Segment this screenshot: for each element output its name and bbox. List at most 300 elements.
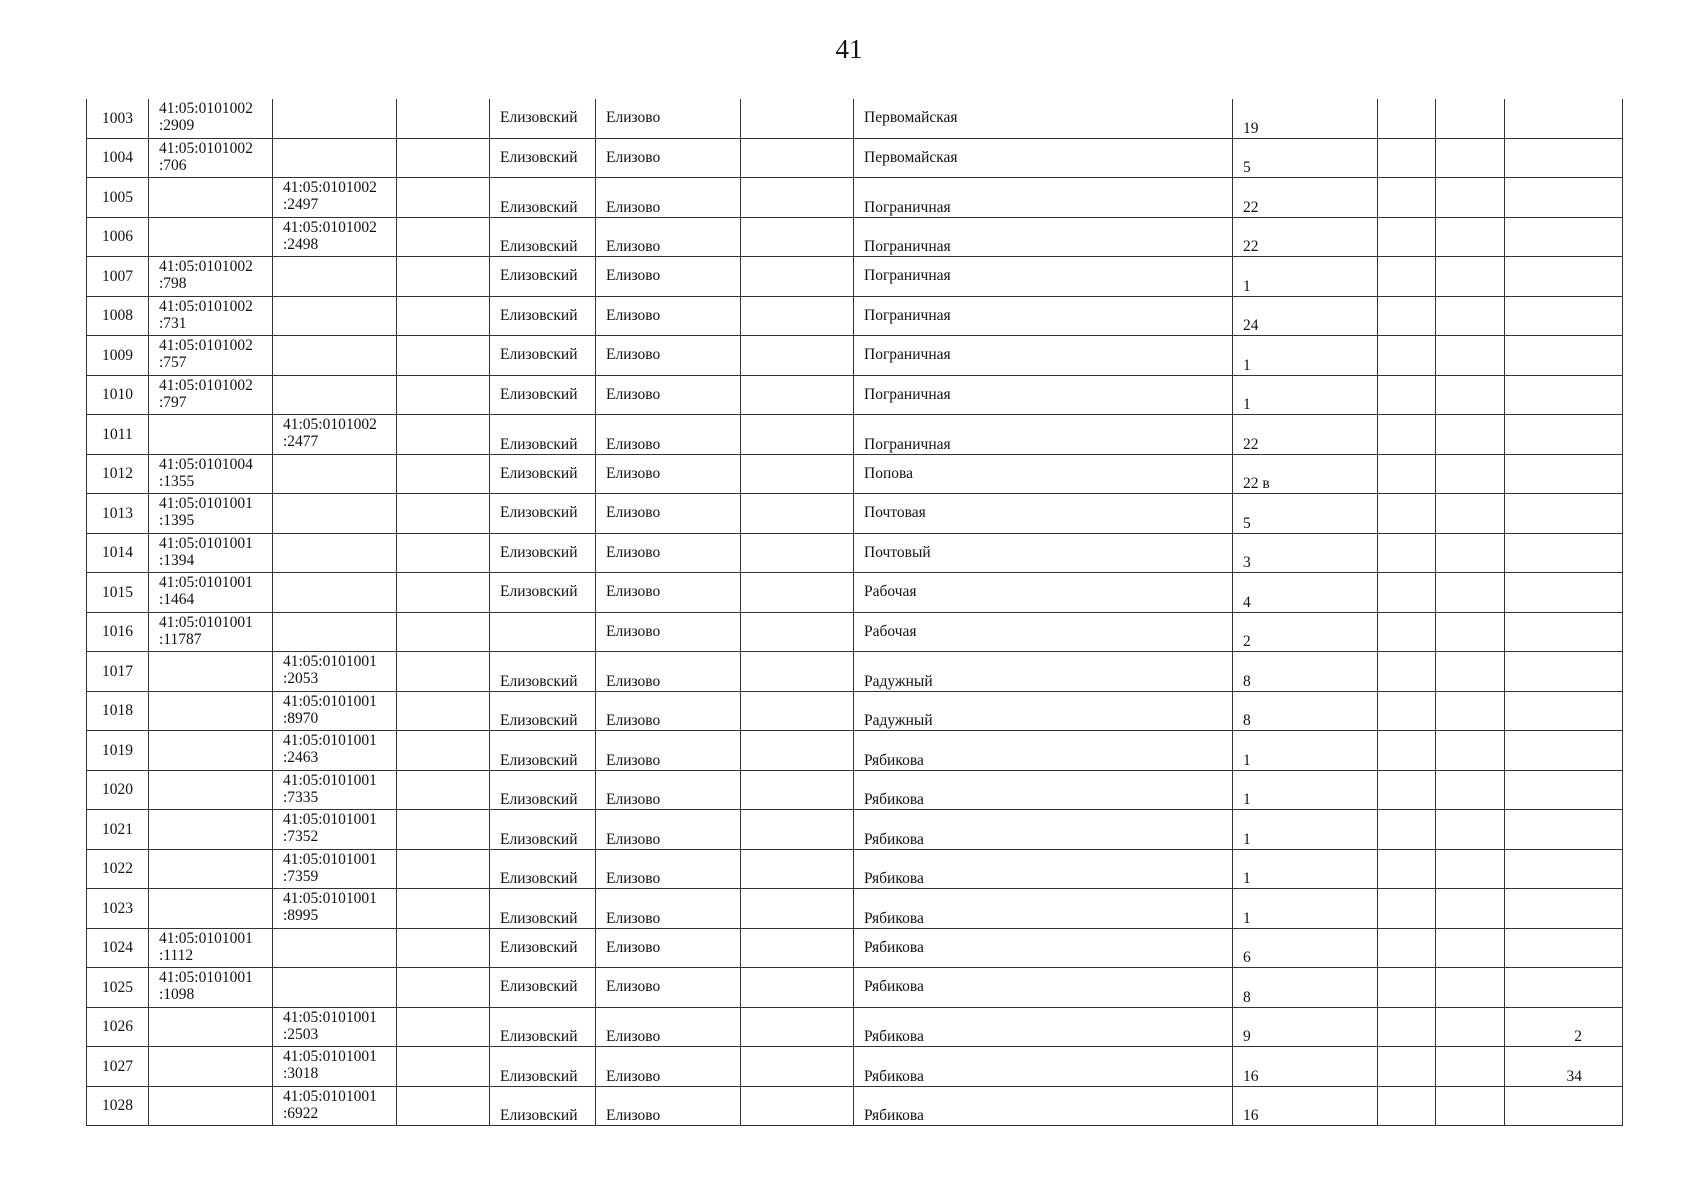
cadastral-number-part: 41:05:0101001 (283, 653, 377, 670)
building-cadastral-number-cell (273, 573, 397, 613)
empty-cell (1378, 770, 1436, 810)
cadastral-number-part: :8995 (283, 907, 319, 924)
street-cell: Почтовая (854, 494, 1233, 534)
cadastral-number-part: :2909 (159, 117, 195, 134)
building-cadastral-number-cell (273, 652, 397, 692)
empty-cell (1436, 573, 1505, 613)
empty-cell (741, 375, 854, 415)
cadastral-number-part: 41:05:0101002 (159, 376, 253, 394)
empty-cell (1378, 99, 1436, 138)
cadastral-number-cell (149, 257, 273, 297)
empty-cell (1378, 612, 1436, 652)
house-number-cell: 24 (1233, 296, 1378, 336)
cadastral-number-cell (149, 533, 273, 573)
empty-cell (397, 336, 490, 376)
cadastral-number-part: 41:05:0101002 (283, 416, 377, 433)
cadastral-number-part: :797 (159, 393, 187, 411)
city-cell: Елизово (596, 494, 741, 534)
cadastral-number-part: :1098 (159, 986, 195, 1003)
house-number-cell: 9 (1233, 1007, 1378, 1047)
empty-cell (1378, 296, 1436, 336)
building-cadastral-number-cell (273, 494, 397, 534)
city-cell: Елизово (596, 731, 741, 771)
cadastral-number-part: 41:05:0101002 (159, 258, 253, 275)
city-cell: Елизово (596, 928, 741, 968)
street-cell: Пограничная (854, 217, 1233, 257)
city-cell: Елизово (596, 336, 741, 376)
table-row (87, 573, 1623, 613)
table-row (87, 849, 1623, 889)
empty-cell (397, 1007, 490, 1047)
row-number-cell: 1016 (87, 612, 149, 652)
row-number-cell: 1020 (87, 770, 149, 810)
empty-cell (397, 770, 490, 810)
cadastral-number-cell (149, 928, 273, 968)
cadastral-number-part: :6922 (283, 1104, 319, 1122)
house-number-cell: 4 (1233, 573, 1378, 613)
building-cadastral-number-cell (273, 968, 397, 1008)
district-cell: Елизовский (490, 968, 596, 1008)
cadastral-number-cell (149, 652, 273, 692)
cadastral-number-cell (149, 849, 273, 889)
district-cell: Елизовский (490, 99, 596, 138)
empty-cell (1378, 454, 1436, 494)
house-number-cell: 1 (1233, 375, 1378, 415)
empty-cell (1436, 810, 1505, 850)
cadastral-number-part: :2503 (283, 1025, 319, 1043)
row-number-cell: 1005 (87, 178, 149, 218)
district-cell: Елизовский (490, 454, 596, 494)
building-cadastral-number-cell (273, 138, 397, 178)
cadastral-number-part: :2053 (283, 670, 319, 687)
empty-cell (1436, 612, 1505, 652)
building-cadastral-number-cell (273, 415, 397, 455)
table-row (87, 612, 1623, 652)
empty-cell (1378, 1086, 1436, 1126)
empty-cell (741, 968, 854, 1008)
table-row (87, 1007, 1623, 1047)
empty-cell (1378, 217, 1436, 257)
empty-cell (397, 652, 490, 692)
empty-cell (397, 217, 490, 257)
city-cell: Елизово (596, 178, 741, 218)
street-cell: Рабочая (854, 612, 1233, 652)
table-row (87, 1047, 1623, 1087)
table-row (87, 1086, 1623, 1126)
house-number-cell: 8 (1233, 691, 1378, 731)
row-number-cell: 1021 (87, 810, 149, 850)
apartment-number-cell: 34 (1505, 1047, 1623, 1087)
district-cell: Елизовский (490, 849, 596, 889)
table-row (87, 454, 1623, 494)
empty-cell (1436, 375, 1505, 415)
row-number-cell: 1014 (87, 533, 149, 573)
table-row (87, 810, 1623, 850)
city-cell: Елизово (596, 810, 741, 850)
empty-cell (741, 533, 854, 573)
address-registry-table (86, 99, 1623, 1126)
empty-cell (1436, 454, 1505, 494)
cadastral-number-part: :2477 (283, 433, 319, 450)
empty-cell (397, 612, 490, 652)
row-number-cell: 1012 (87, 454, 149, 494)
district-cell: Елизовский (490, 691, 596, 731)
apartment-number-cell (1505, 99, 1623, 138)
empty-cell (397, 533, 490, 573)
district-cell: Елизовский (490, 296, 596, 336)
empty-cell (741, 415, 854, 455)
cadastral-number-part: :757 (159, 354, 187, 371)
cadastral-number-cell (149, 770, 273, 810)
city-cell: Елизово (596, 968, 741, 1008)
cadastral-number-part: :1395 (159, 512, 195, 529)
empty-cell (1436, 257, 1505, 297)
cadastral-number-cell (149, 454, 273, 494)
cadastral-number-part: :1394 (159, 551, 195, 569)
district-cell: Елизовский (490, 375, 596, 415)
house-number-cell: 22 (1233, 217, 1378, 257)
street-cell: Пограничная (854, 257, 1233, 297)
row-number-cell: 1003 (87, 99, 149, 138)
district-cell: Елизовский (490, 731, 596, 771)
city-cell: Елизово (596, 454, 741, 494)
cadastral-number-part: 41:05:0101001 (159, 574, 253, 591)
house-number-cell: 3 (1233, 533, 1378, 573)
house-number-cell: 22 (1233, 178, 1378, 218)
row-number-cell: 1011 (87, 415, 149, 455)
street-cell: Рябикова (854, 1086, 1233, 1126)
empty-cell (1378, 375, 1436, 415)
empty-cell (1378, 178, 1436, 218)
cadastral-number-cell (149, 217, 273, 257)
empty-cell (1436, 770, 1505, 810)
cadastral-number-cell (149, 573, 273, 613)
empty-cell (397, 1047, 490, 1087)
street-cell: Рябикова (854, 889, 1233, 929)
apartment-number-cell: 2 (1505, 1007, 1623, 1047)
empty-cell (1436, 652, 1505, 692)
empty-cell (1436, 296, 1505, 336)
cadastral-number-cell (149, 810, 273, 850)
cadastral-number-part: 41:05:0101001 (283, 1008, 377, 1026)
city-cell: Елизово (596, 533, 741, 573)
apartment-number-cell (1505, 257, 1623, 297)
house-number-cell: 8 (1233, 652, 1378, 692)
street-cell: Пограничная (854, 375, 1233, 415)
empty-cell (1378, 494, 1436, 534)
street-cell: Рябикова (854, 1047, 1233, 1087)
house-number-cell: 1 (1233, 849, 1378, 889)
empty-cell (741, 336, 854, 376)
cadastral-number-cell (149, 731, 273, 771)
cadastral-number-part: 41:05:0101002 (283, 218, 377, 236)
row-number-cell: 1019 (87, 731, 149, 771)
cadastral-number-part: :2498 (283, 235, 319, 253)
cadastral-number-part: 41:05:0101001 (283, 771, 377, 789)
empty-cell (741, 1047, 854, 1087)
street-cell: Пограничная (854, 178, 1233, 218)
table-row (87, 770, 1623, 810)
city-cell: Елизово (596, 652, 741, 692)
row-number-cell: 1017 (87, 652, 149, 692)
cadastral-number-part: 41:05:0101001 (283, 811, 377, 828)
empty-cell (741, 1007, 854, 1047)
empty-cell (1436, 217, 1505, 257)
empty-cell (1436, 415, 1505, 455)
empty-cell (397, 889, 490, 929)
district-cell: Елизовский (490, 217, 596, 257)
house-number-cell: 1 (1233, 731, 1378, 771)
city-cell: Елизово (596, 99, 741, 138)
table-row (87, 257, 1623, 297)
cadastral-number-cell (149, 968, 273, 1008)
empty-cell (1436, 731, 1505, 771)
apartment-number-cell (1505, 138, 1623, 178)
empty-cell (1378, 415, 1436, 455)
row-number-cell: 1024 (87, 928, 149, 968)
empty-cell (1378, 1007, 1436, 1047)
city-cell: Елизово (596, 612, 741, 652)
empty-cell (397, 731, 490, 771)
table-row (87, 138, 1623, 178)
cadastral-number-part: 41:05:0101001 (283, 850, 377, 868)
building-cadastral-number-cell (273, 612, 397, 652)
cadastral-number-part: :7352 (283, 828, 319, 845)
house-number-cell: 5 (1233, 138, 1378, 178)
street-cell: Рябикова (854, 770, 1233, 810)
apartment-number-cell (1505, 612, 1623, 652)
house-number-cell: 5 (1233, 494, 1378, 534)
empty-cell (397, 810, 490, 850)
apartment-number-cell (1505, 296, 1623, 336)
cadastral-number-part: :2497 (283, 196, 319, 213)
building-cadastral-number-cell (273, 257, 397, 297)
row-number-cell: 1028 (87, 1086, 149, 1126)
apartment-number-cell (1505, 454, 1623, 494)
empty-cell (1436, 968, 1505, 1008)
building-cadastral-number-cell (273, 770, 397, 810)
district-cell: Елизовский (490, 494, 596, 534)
cadastral-number-part: 41:05:0101001 (159, 969, 253, 986)
cadastral-number-cell (149, 889, 273, 929)
empty-cell (741, 1086, 854, 1126)
empty-cell (741, 573, 854, 613)
empty-cell (1436, 138, 1505, 178)
street-cell: Пограничная (854, 296, 1233, 336)
city-cell: Елизово (596, 1086, 741, 1126)
house-number-cell: 22 (1233, 415, 1378, 455)
row-number-cell: 1007 (87, 257, 149, 297)
cadastral-number-part: 41:05:0101002 (159, 337, 253, 354)
empty-cell (397, 1086, 490, 1126)
empty-cell (741, 770, 854, 810)
table-row (87, 375, 1623, 415)
cadastral-number-part: :3018 (283, 1065, 319, 1082)
row-number-cell: 1025 (87, 968, 149, 1008)
cadastral-number-part: :8970 (283, 709, 319, 727)
street-cell: Рябикова (854, 928, 1233, 968)
district-cell (490, 612, 596, 652)
street-cell: Попова (854, 454, 1233, 494)
house-number-cell: 1 (1233, 889, 1378, 929)
empty-cell (1436, 99, 1505, 138)
empty-cell (741, 494, 854, 534)
cadastral-number-part: :731 (159, 314, 187, 332)
street-cell: Пограничная (854, 415, 1233, 455)
cadastral-number-part: 41:05:0101001 (159, 613, 253, 631)
cadastral-number-cell (149, 138, 273, 178)
empty-cell (1378, 573, 1436, 613)
table-row (87, 217, 1623, 257)
building-cadastral-number-cell (273, 810, 397, 850)
cadastral-number-part: 41:05:0101001 (283, 1048, 377, 1065)
cadastral-number-cell (149, 415, 273, 455)
empty-cell (1436, 928, 1505, 968)
empty-cell (741, 889, 854, 929)
cadastral-number-part: 41:05:0101001 (283, 1087, 377, 1105)
apartment-number-cell (1505, 178, 1623, 218)
street-cell: Рябикова (854, 731, 1233, 771)
district-cell: Елизовский (490, 178, 596, 218)
city-cell: Елизово (596, 849, 741, 889)
district-cell: Елизовский (490, 1007, 596, 1047)
empty-cell (741, 217, 854, 257)
table-row (87, 494, 1623, 534)
building-cadastral-number-cell (273, 454, 397, 494)
row-number-cell: 1022 (87, 849, 149, 889)
apartment-number-cell (1505, 889, 1623, 929)
building-cadastral-number-cell (273, 691, 397, 731)
apartment-number-cell (1505, 849, 1623, 889)
table-row (87, 652, 1623, 692)
cadastral-number-part: :798 (159, 275, 187, 292)
street-cell: Почтовый (854, 533, 1233, 573)
cadastral-number-part: :1112 (159, 946, 194, 964)
apartment-number-cell (1505, 217, 1623, 257)
empty-cell (1436, 494, 1505, 534)
street-cell: Рябикова (854, 1007, 1233, 1047)
empty-cell (1378, 928, 1436, 968)
house-number-cell: 1 (1233, 257, 1378, 297)
street-cell: Пограничная (854, 336, 1233, 376)
table-row (87, 336, 1623, 376)
city-cell: Елизово (596, 573, 741, 613)
city-cell: Елизово (596, 1007, 741, 1047)
empty-cell (1378, 810, 1436, 850)
cadastral-number-part: 41:05:0101001 (283, 692, 377, 710)
empty-cell (1378, 849, 1436, 889)
empty-cell (397, 849, 490, 889)
empty-cell (1378, 336, 1436, 376)
empty-cell (1378, 533, 1436, 573)
house-number-cell: 16 (1233, 1086, 1378, 1126)
cadastral-number-cell (149, 375, 273, 415)
district-cell: Елизовский (490, 1086, 596, 1126)
building-cadastral-number-cell (273, 731, 397, 771)
apartment-number-cell (1505, 770, 1623, 810)
cadastral-number-part: :706 (159, 156, 187, 174)
table-row (87, 928, 1623, 968)
empty-cell (741, 178, 854, 218)
cadastral-number-cell (149, 691, 273, 731)
empty-cell (741, 731, 854, 771)
empty-cell (1378, 968, 1436, 1008)
building-cadastral-number-cell (273, 889, 397, 929)
empty-cell (741, 612, 854, 652)
building-cadastral-number-cell (273, 296, 397, 336)
building-cadastral-number-cell (273, 217, 397, 257)
street-cell: Первомайская (854, 99, 1233, 138)
row-number-cell: 1006 (87, 217, 149, 257)
empty-cell (397, 691, 490, 731)
empty-cell (397, 573, 490, 613)
empty-cell (741, 296, 854, 336)
empty-cell (1436, 1007, 1505, 1047)
house-number-cell: 19 (1233, 99, 1378, 138)
empty-cell (1378, 731, 1436, 771)
empty-cell (1378, 138, 1436, 178)
house-number-cell: 6 (1233, 928, 1378, 968)
empty-cell (1378, 1047, 1436, 1087)
table-row (87, 296, 1623, 336)
cadastral-number-cell (149, 336, 273, 376)
building-cadastral-number-cell (273, 849, 397, 889)
cadastral-number-part: 41:05:0101001 (283, 732, 377, 749)
city-cell: Елизово (596, 375, 741, 415)
empty-cell (1436, 691, 1505, 731)
city-cell: Елизово (596, 296, 741, 336)
table-row (87, 968, 1623, 1008)
house-number-cell: 22 в (1233, 454, 1378, 494)
apartment-number-cell (1505, 494, 1623, 534)
apartment-number-cell (1505, 375, 1623, 415)
cadastral-number-part: :7335 (283, 788, 319, 806)
row-number-cell: 1026 (87, 1007, 149, 1047)
cadastral-number-part: 41:05:0101002 (159, 297, 253, 315)
empty-cell (741, 454, 854, 494)
empty-cell (397, 968, 490, 1008)
house-number-cell: 16 (1233, 1047, 1378, 1087)
building-cadastral-number-cell (273, 99, 397, 138)
house-number-cell: 1 (1233, 810, 1378, 850)
district-cell: Елизовский (490, 652, 596, 692)
apartment-number-cell (1505, 928, 1623, 968)
house-number-cell: 8 (1233, 968, 1378, 1008)
cadastral-number-part: 41:05:0101001 (283, 890, 377, 907)
house-number-cell: 1 (1233, 336, 1378, 376)
city-cell: Елизово (596, 1047, 741, 1087)
empty-cell (397, 375, 490, 415)
apartment-number-cell (1505, 731, 1623, 771)
street-cell: Рабочая (854, 573, 1233, 613)
cadastral-number-part: :1355 (159, 472, 195, 490)
empty-cell (397, 296, 490, 336)
apartment-number-cell (1505, 810, 1623, 850)
page-number: 41 (835, 34, 863, 64)
building-cadastral-number-cell (273, 178, 397, 218)
table-row (87, 99, 1623, 138)
district-cell: Елизовский (490, 573, 596, 613)
empty-cell (741, 691, 854, 731)
cadastral-number-part: 41:05:0101004 (159, 455, 253, 473)
apartment-number-cell (1505, 691, 1623, 731)
cadastral-number-cell (149, 99, 273, 138)
empty-cell (1436, 336, 1505, 376)
district-cell: Елизовский (490, 533, 596, 573)
apartment-number-cell (1505, 533, 1623, 573)
building-cadastral-number-cell (273, 1047, 397, 1087)
house-number-cell: 1 (1233, 770, 1378, 810)
